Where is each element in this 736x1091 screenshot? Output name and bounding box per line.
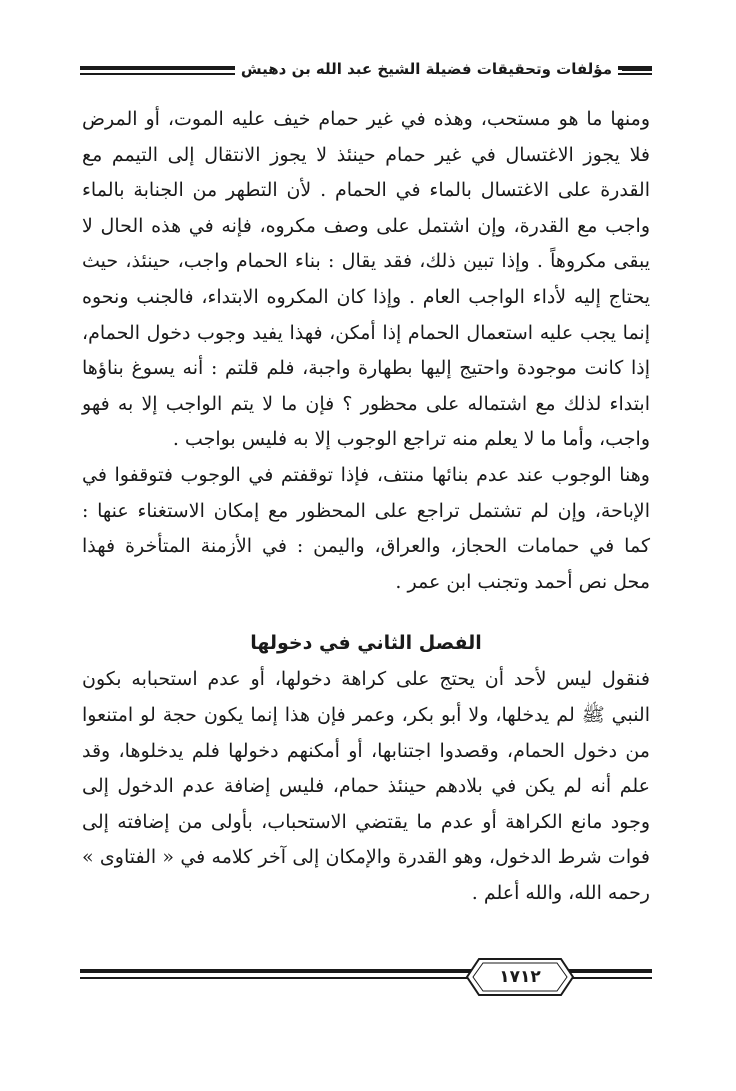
body-paragraph-1: ومنها ما هو مستحب، وهذه في غير حمام خيف عليه الموت، أو المرض فلا يجوز الاغتسال في غير حمام حينئذ لا يجوز الانتقال إلى التيمم مع القدرة على الاغتسال بالماء في الحمام . لأن التطهر من الجنابة بالماء واجب مع القدرة، وإن اشتمل على وصف مكروه، فإنه في هذه الحال لا يبقى مكروهاً . وإذا تبين ذلك، فقد يقال : بناء الحمام واجب، حينئذ، حيث يحتاج إليه لأداء الواجب العام . وإذا كان المكروه الابتداء، فالجنب ونحوه إنما يجب عليه استعمال الحمام إذا أمكن، فهذا يفيد وجوب دخول الحمام، إذا كانت موجودة واحتيج إليها بطهارة واجبة، فلم قلتم : أنه يسوغ بناؤها ابتداء لذلك مع اشتماله على محظور ؟ فإن ما لا يتم الواجب إلا به فهو واجب، وأما ما لا يعلم منه تراجع الوجوب إلا به فليس بواجب . [82, 108, 650, 451]
header-ornament [622, 66, 652, 71]
page-header [80, 58, 652, 88]
section-paragraph: فنقول ليس لأحد أن يحتج على كراهة دخولها، أو عدم استحبابه بكون النبي ﷺ لم يدخلها، ولا أبو بكر، وعمر فإن هذا إنما يكون حجة لو امتنعوا من دخول الحمام، وقصدوا اجتنابها، أو أمكنهم دخولها فلم يدخلوها، وقد علم أنه لم يكن في بلادهم حينئذ حمام، فليس إضافة عدم الدخول إلى وجود مانع الكراهة أو عدم ما يقتضي الاستحباب، بأولى من إضافته إلى فوات شرط الدخول، وهو القدرة والإمكان إلى آخر كلامه في « الفتاوى » رحمه الله، والله أعلم . [82, 668, 650, 904]
page-number-badge [465, 957, 575, 997]
page-number: ١٧١٢ [499, 967, 541, 987]
page-footer [80, 955, 652, 1003]
section-heading: الفصل الثاني في دخولها [250, 632, 482, 655]
running-header-title: مؤلفات وتحقيقات فضيلة الشيخ عبد الله بن دهيش [235, 58, 618, 80]
body-paragraph-2: وهنا الوجوب عند عدم بنائها منتف، فإذا توقفتم في الوجوب فتوقفوا في الإباحة، وإن لم تشتمل تراجع على المحظور مع إمكان الاستغناء عنها : كما في حمامات الحجاز، والعراق، واليمن : في الأزمنة المتأخرة فهذا محل نص أحمد وتجنب ابن عمر . [82, 463, 650, 593]
page-body [82, 102, 650, 911]
